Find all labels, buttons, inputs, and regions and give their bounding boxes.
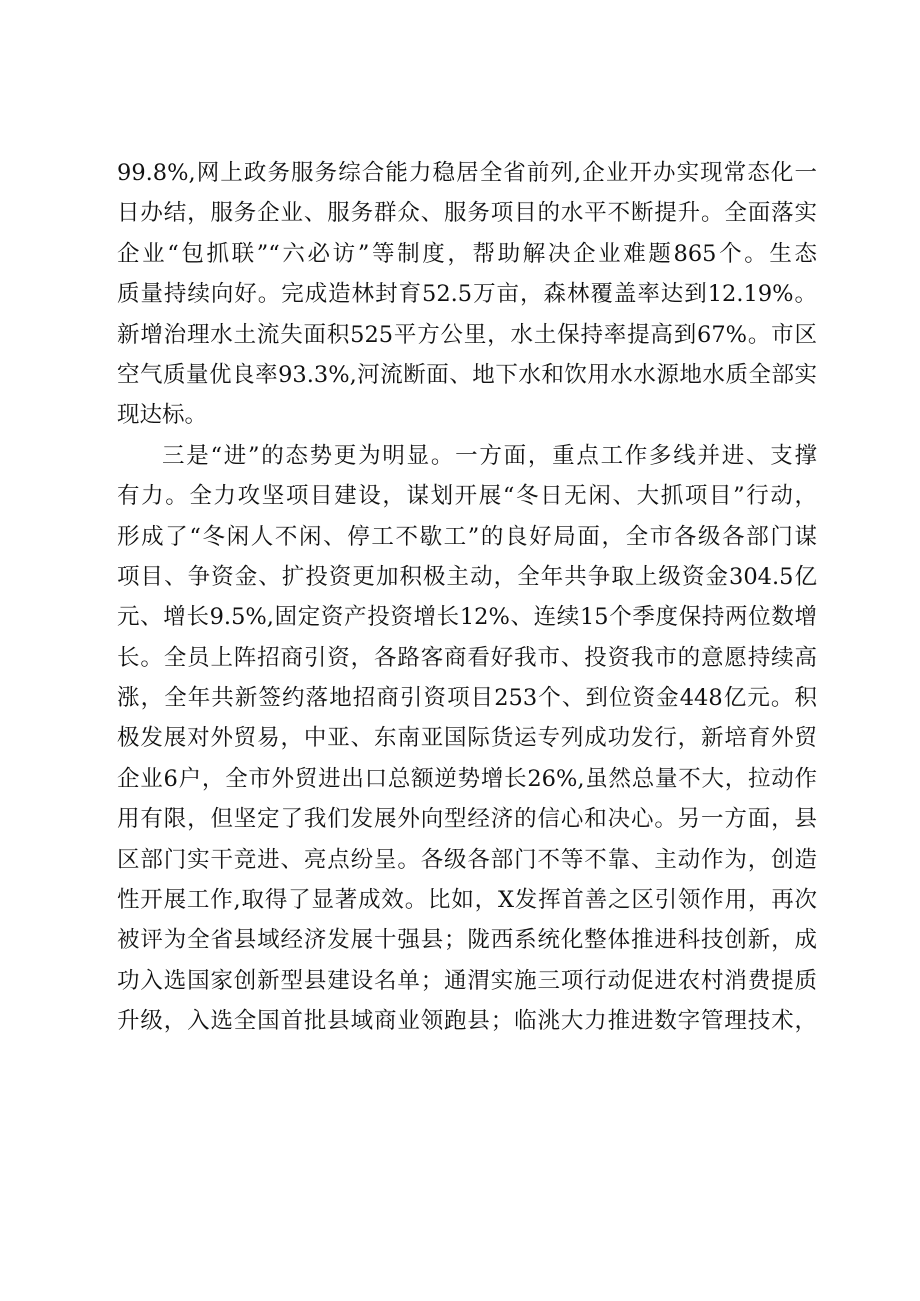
text-line: 升级，入选全国首批县域商业领跑县；临洮大力推进数字管理技术，	[117, 1008, 817, 1035]
paragraph-1	[117, 153, 817, 436]
text-line: 极发展对外贸易，中亚、东南亚国际货运专列成功发行，新培育外贸	[117, 725, 817, 752]
text-line: 涨，全年共新签约落地招商引资项目253个、到位资金448亿元。积	[117, 685, 817, 712]
text-line: 被评为全省县域经济发展十强县；陇西系统化整体推进科技创新，成	[117, 927, 817, 954]
text-line: 有力。全力攻坚项目建设，谋划开展“冬日无闲、大抓项目”行动，	[117, 483, 817, 510]
text-line: 性开展工作,取得了显著成效。比如，X发挥首善之区引领作用，再次	[117, 887, 817, 914]
text-line: 新增治理水土流失面积525平方公里，水土保持率提高到67%。市区	[117, 321, 817, 348]
text-line: 日办结，服务企业、服务群众、服务项目的水平不断提升。全面落实	[117, 200, 817, 227]
paragraph-2	[117, 436, 817, 1042]
text-line: 三是“进”的态势更为明显。一方面，重点工作多线并进、支撑	[162, 442, 817, 469]
text-line: 空气质量优良率93.3%,河流断面、地下水和饮用水水源地水质全部实	[117, 361, 817, 388]
text-line: 区部门实干竞进、亮点纷呈。各级各部门不等不靠、主动作为，创造	[117, 846, 817, 873]
text-line: 元、增长9.5%,固定资产投资增长12%、连续15个季度保持两位数增	[117, 604, 817, 631]
text-line: 企业“包抓联”“六必访”等制度，帮助解决企业难题865个。生态	[117, 240, 817, 267]
text-line: 企业6户，全市外贸进出口总额逆势增长26%,虽然总量不大，拉动作	[117, 765, 817, 792]
text-line: 功入选国家创新型县建设名单；通渭实施三项行动促进农村消费提质	[117, 967, 817, 994]
text-line: 项目、争资金、扩投资更加积极主动，全年共争取上级资金304.5亿	[117, 563, 817, 590]
text-line: 99.8%,网上政务服务综合能力稳居全省前列,企业开办实现常态化一	[117, 160, 817, 186]
text-line: 用有限，但坚定了我们发展外向型经济的信心和决心。另一方面，县	[117, 806, 817, 833]
text-line: 质量持续向好。完成造林封育52.5万亩，森林覆盖率达到12.19%。	[117, 281, 817, 308]
text-line: 长。全员上阵招商引资，各路客商看好我市、投资我市的意愿持续高	[117, 644, 817, 671]
text-line: 现达标。	[117, 402, 208, 429]
text-line: 形成了“冬闲人不闲、停工不歇工”的良好局面，全市各级各部门谋	[117, 523, 817, 550]
document-body	[117, 153, 817, 1042]
